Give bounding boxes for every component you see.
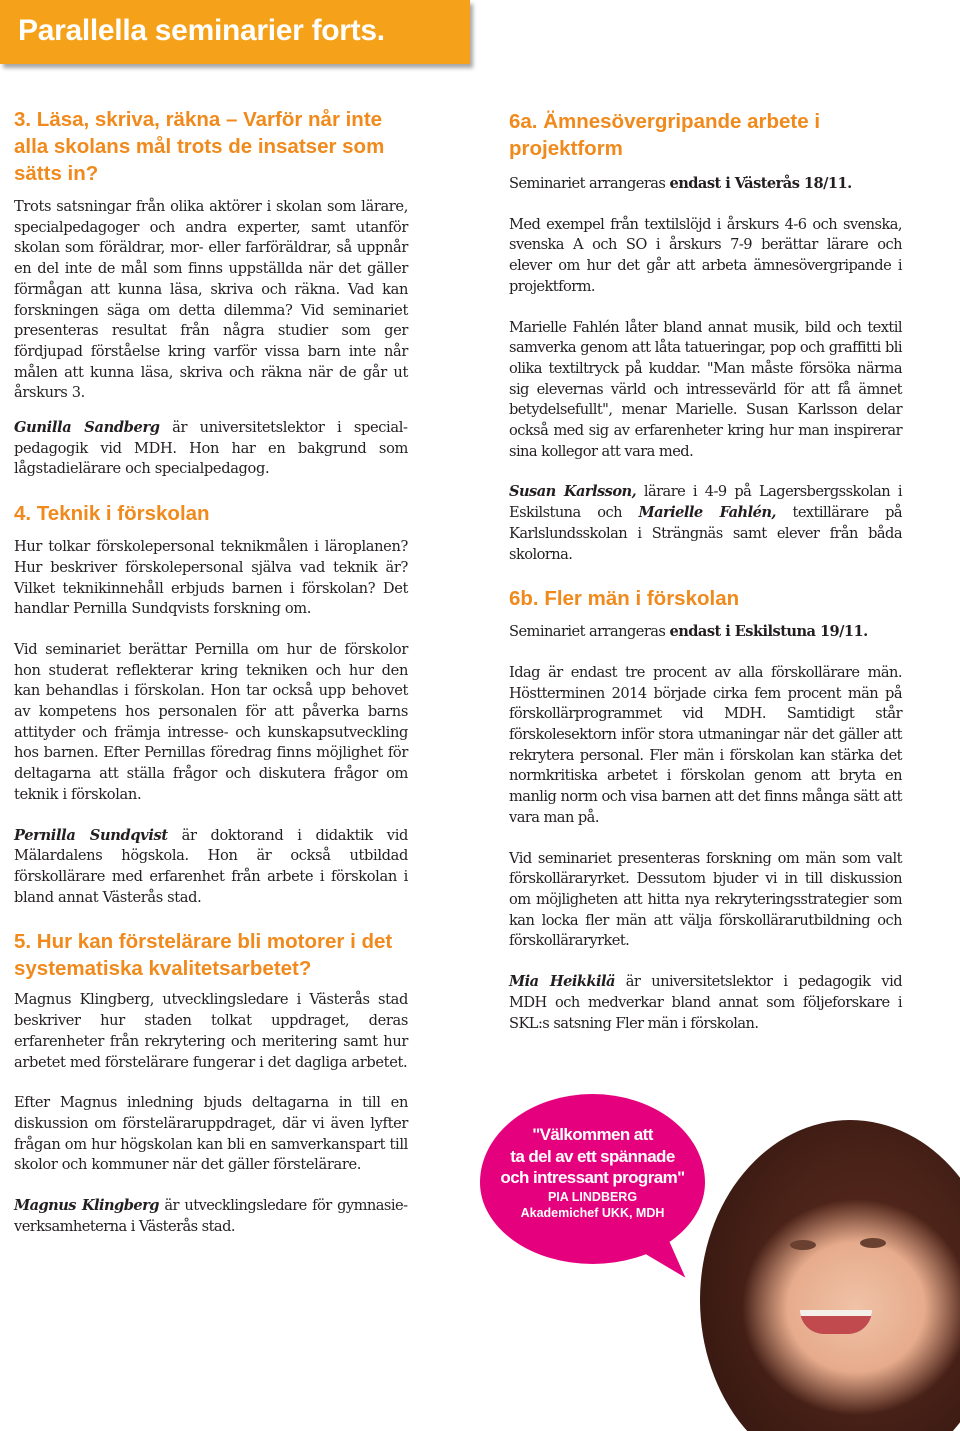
arranged-prefix: Seminariet arrangeras (509, 623, 670, 641)
section-5-body-2: Efter Magnus inledning bjuds deltagarna in till en diskussion om försteläraruppdraget, där vi även lyfter frågan om hur högskolan kan bli en samverkanspart till skolor och kommuner när det gäller förstelärare. (14, 1094, 408, 1174)
section-6a-heading: 6a. Ämnesövergripande arbete i projektform (509, 110, 821, 160)
section-5-body-1: Magnus Klingberg, utvecklingsledare i Västerås stad beskriver hur staden tolkat uppdraget, deras erfarenheter från rekrytering och meritering samt hur arbetet med förstelärare fungerar i det dagliga arbetet. (14, 991, 408, 1071)
section-4-bio (14, 826, 408, 909)
bio-text: är utvecklingsledare för gymnasieverksamheterna i Västerås stad. (14, 1197, 408, 1235)
header-banner (0, 0, 470, 64)
section-3-heading: 3. Läsa, skriva, räkna – Varför når inte alla skolans mål trots de insatser som sätts in? (14, 108, 385, 185)
arranged-prefix: Seminariet arrangeras (509, 175, 670, 192)
quote-author: PIA LINDBERG (547, 1189, 638, 1204)
section-6a-arranged (509, 174, 902, 195)
section-4-body-2: Vid seminariet berättar Pernilla om hur de förskolor hon studerat reflekterar kring tekniken och hur den kan behandlas i förskolan. Hon tar också upp behovet av kompetens hos personalen för att påverka barns attityder och främja intresse- och kunskapsutveckling hos barnen. Efter Pernillas föredrag finns möjlighet för deltagarna att ställa frågor och diskutera frågor om teknik i förskolan. (14, 640, 408, 803)
section-6a-body-2: Marielle Fahlén låter bland annat musik, bild och textil samverka genom att låta tatueringar, pop och graffitti bli olika textiltryck på kuddar. "Man måste försöka närma sig elevernas värld och intressevärld för att få ämnet betydelsefullt", menar Marielle. Susan Karlsson delar också med sig av erfarenheter kring hur man inspirerar sina kollegor att vara med. (509, 318, 902, 460)
section-3-body: Trots satsningar från olika aktörer i skolan som lärare, specialpedagoger och andra experter, samt utanför skolan som föräldrar, mor- eller farföräldrar, så uppnår en del inte de mål som finns uppställda när det gäller förmågan att kunna läsa, skriva och räkna. Vad kan forskningen säga om detta dilemma? Vid seminariet presenteras resultat från några studier som ger fördjupad förståelse kring varför vissa barn inte når målen att kunna läsa, skriva och räkna när de går ut årskurs 3. (14, 198, 408, 402)
quote-line-2: ta del av ett spännade (510, 1146, 675, 1166)
bio-text-1: lärare i 4-9 på Lagersbergsskolan i Eskilstuna och (509, 483, 902, 522)
portrait-photo (700, 1120, 960, 1431)
portrait-eye-left (790, 1240, 816, 1250)
bio-text-2: textillärare på Karlslundsskolan i Strängnäs samt elever från båda skolorna. (509, 504, 903, 563)
bio-text: är universitetslektor i specialpedagogik vid MDH. Hon har en bakgrund som lågstadielärare och specialpedagog. (14, 419, 408, 478)
bio-name: Mia Heikkilä (509, 973, 615, 991)
section-3-bio (14, 418, 408, 480)
section-6b-body-2: Vid seminariet presenteras forskning om män som valt förskolläraryrket. Dessutom bjuder vi in till diskussion om möjligheten att hitta nya rekryteringsstrategier som kan locka fler män att välja förskollärarutbildning och förskolläraryrket. (509, 849, 902, 950)
arranged-date: endast i Eskilstuna 19/11. (669, 623, 868, 641)
section-6b-heading: 6b. Fler män i förskolan (509, 587, 740, 611)
section-4-body-1: Hur tolkar förskolepersonal teknikmålen i läroplanen? Hur beskriver förskolepersonal själva vad teknik är? Vilket teknikinnehåll erbjuds barnen i förskolan? Det handlar Pernilla Sundqvists forskning om. (14, 538, 408, 618)
section-5-bio (14, 1196, 408, 1237)
section-6b-body-1: Idag är endast tre procent av alla förskollärare män. Höstterminen 2014 började cirka fem procent män på förskollärprogrammet vid MDH. Samtidigt står förskolesektorn inför stora utmaningar när det gäller att rekrytera personal. Fler män i förskolan kan stärka det normkritiska arbetet i förskolan genom att bryta en manlig norm och visa barnen att det finns många sätt att vara man på. (509, 663, 902, 826)
page-title: Parallella seminarier forts. (18, 14, 385, 47)
bio-text: är doktorand i didaktik vid Mälardalens högskola. Hon är också utbildad förskollärare med erfarenhet från arbete i förskolan i bland annat Västerås stad. (14, 826, 409, 906)
bio-name-2: Marielle Fahlén, (638, 504, 776, 522)
portrait-eye-right (860, 1238, 886, 1248)
section-6a-body-1: Med exempel från textilslöjd i årskurs 4-6 och svenska, svenska A och SO i årskurs 7-9 berättar lärare och elever om hur det går att arbeta ämnesövergripande i projektform. (509, 215, 902, 295)
right-column (509, 108, 902, 1034)
section-6b-bio (509, 972, 902, 1034)
bio-name: Pernilla Sundqvist (14, 826, 168, 844)
quote-line-1: "Välkommen att (532, 1125, 653, 1144)
arranged-date: endast i Västerås 18/11. (669, 175, 852, 192)
bio-name: Gunilla Sandberg (14, 419, 160, 437)
quote-author-title: Akademichef UKK, MDH (520, 1205, 665, 1220)
section-6a-bio (509, 482, 902, 565)
bio-text: är universitetslektor i pedagogik vid MDH och medverkar bland annat som följeforskare i SKL:s satsning Fler män i förskolan. (509, 973, 902, 1032)
quote-line-3: och intressant program" (500, 1168, 685, 1187)
section-4-heading: 4. Teknik i förskolan (14, 502, 210, 526)
quote-text (480, 1124, 705, 1221)
section-5-heading: 5. Hur kan förstelärare bli motorer i det systematiska kvalitetsarbetet? (14, 930, 393, 981)
left-column (14, 106, 408, 1237)
bio-name: Magnus Klingberg (14, 1197, 159, 1215)
section-6b-arranged (509, 622, 902, 643)
bio-name-1: Susan Karlsson, (509, 483, 637, 501)
